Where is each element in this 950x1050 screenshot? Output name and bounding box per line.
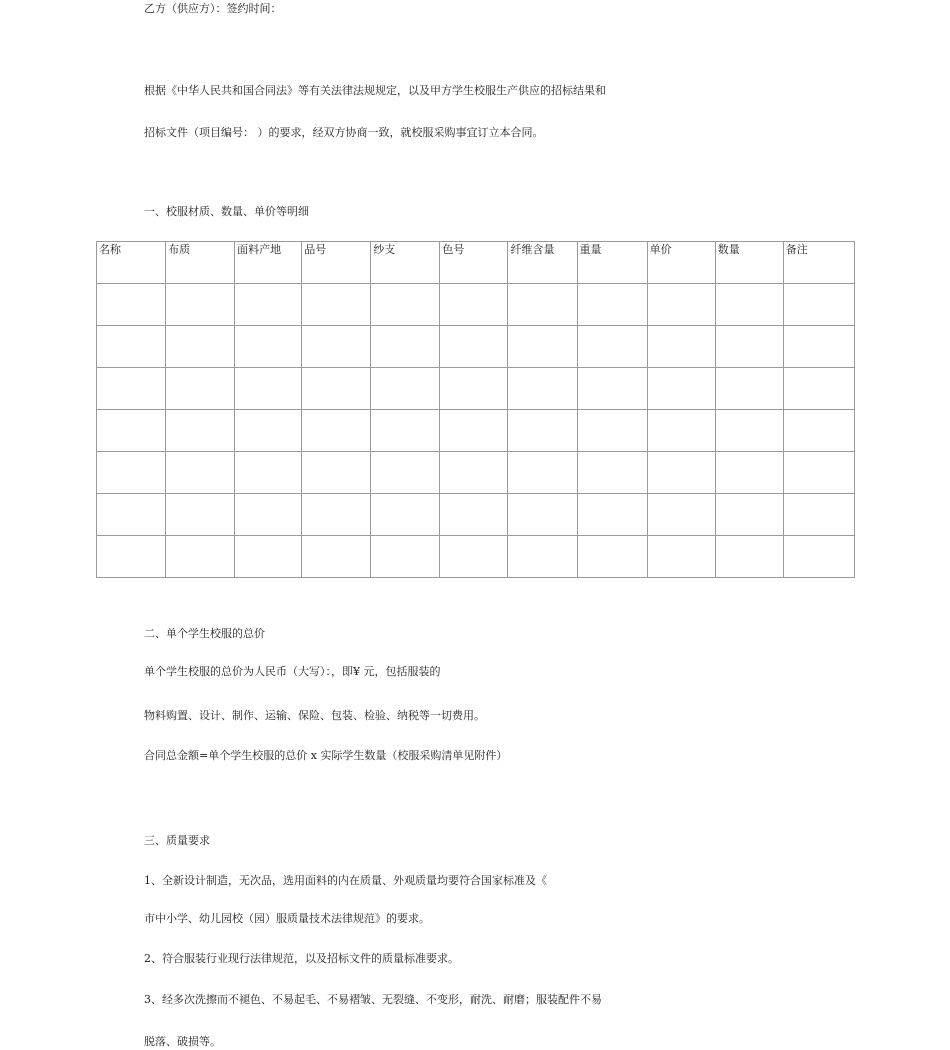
quality-line-3: 2、符合服装行业现行法律规范，以及招标文件的质量标准要求。 (144, 952, 459, 965)
header-weight: 重量 (577, 242, 647, 284)
table-cell (508, 410, 577, 452)
table-cell (508, 536, 577, 578)
header-item-no: 品号 (302, 242, 371, 284)
table-cell (715, 494, 783, 536)
price-line-1: 单个学生校服的总价为人民币（大写）：，即¥ 元，包括服装的 (144, 665, 441, 678)
table-cell (783, 284, 854, 326)
header-color-no: 色号 (440, 242, 508, 284)
table-cell (371, 410, 440, 452)
table-cell (97, 368, 166, 410)
table-row (97, 536, 855, 578)
table-cell (97, 284, 166, 326)
table-cell (166, 326, 235, 368)
table-cell (508, 494, 577, 536)
table-row (97, 326, 855, 368)
table-cell (647, 368, 715, 410)
table-cell (371, 494, 440, 536)
table-cell (302, 452, 371, 494)
table-cell (166, 536, 235, 578)
table-cell (508, 368, 577, 410)
table-row (97, 368, 855, 410)
table-cell (577, 326, 647, 368)
table-cell (235, 536, 302, 578)
intro-line-1: 根据《中华人民共和国合同法》等有关法律法规规定，以及甲方学生校服生产供应的招标结果和 (144, 84, 606, 97)
table-cell (166, 452, 235, 494)
section-1-title: 一、校服材质、数量、单价等明细 (144, 205, 309, 218)
table-cell (97, 536, 166, 578)
spec-table (96, 241, 855, 578)
table-cell (508, 326, 577, 368)
table-cell (715, 536, 783, 578)
table-cell (647, 284, 715, 326)
table-cell (166, 410, 235, 452)
table-cell (783, 326, 854, 368)
intro-line-2: 招标文件（项目编号： ）的要求，经双方协商一致，就校服采购事宜订立本合同。 (144, 126, 544, 139)
table-cell (715, 326, 783, 368)
section-2-title: 二、单个学生校服的总价 (144, 627, 265, 640)
table-cell (302, 494, 371, 536)
table-cell (783, 536, 854, 578)
table-cell (440, 326, 508, 368)
header-fiber-content: 纤维含量 (508, 242, 577, 284)
price-line-2: 物料购置、设计、制作、运输、保险、包装、检验、纳税等一切费用。 (144, 709, 485, 722)
table-cell (440, 536, 508, 578)
table-cell (577, 410, 647, 452)
table-cell (647, 536, 715, 578)
table-row (97, 494, 855, 536)
quality-line-4: 3、经多次洗擦而不褪色、不易起毛、不易褶皱、无裂缝、不变形，耐洗、耐磨；服装配件不易 (144, 993, 602, 1006)
table-cell (647, 410, 715, 452)
table-cell (302, 536, 371, 578)
table-cell (440, 410, 508, 452)
table-cell (783, 410, 854, 452)
table-cell (371, 326, 440, 368)
header-unit-price: 单价 (647, 242, 715, 284)
table-row (97, 410, 855, 452)
table-cell (235, 410, 302, 452)
table-cell (371, 368, 440, 410)
table-cell (371, 284, 440, 326)
table-cell (715, 284, 783, 326)
header-fabric: 布质 (166, 242, 235, 284)
table-cell (302, 326, 371, 368)
supplier-line: 乙方（供应方）：签约时间： (144, 2, 282, 15)
table-cell (166, 368, 235, 410)
price-line-3: 合同总金额=单个学生校服的总价 x 实际学生数量（校服采购清单见附件） (144, 749, 508, 762)
table-cell (577, 368, 647, 410)
table-cell (440, 368, 508, 410)
table-cell (783, 368, 854, 410)
table-cell (647, 326, 715, 368)
table-cell (715, 410, 783, 452)
table-cell (97, 326, 166, 368)
table-cell (440, 494, 508, 536)
header-yarn-count: 纱支 (371, 242, 440, 284)
table-cell (97, 494, 166, 536)
header-origin: 面料产地 (235, 242, 302, 284)
table-cell (166, 494, 235, 536)
table-cell (783, 452, 854, 494)
table-cell (508, 452, 577, 494)
section-3-title: 三、质量要求 (144, 834, 210, 847)
table-cell (302, 410, 371, 452)
table-cell (97, 410, 166, 452)
table-cell (647, 452, 715, 494)
table-row (97, 284, 855, 326)
table-cell (577, 284, 647, 326)
table-cell (166, 284, 235, 326)
table-cell (440, 452, 508, 494)
table-cell (577, 452, 647, 494)
table-cell (577, 494, 647, 536)
quality-line-2: 市中小学、幼儿园校（园）服质量技术法律规范》的要求。 (144, 912, 430, 925)
table-cell (235, 494, 302, 536)
table-cell (715, 452, 783, 494)
table-cell (97, 452, 166, 494)
table-cell (783, 494, 854, 536)
table-cell (302, 284, 371, 326)
table-row (97, 452, 855, 494)
table-cell (508, 284, 577, 326)
table-cell (371, 536, 440, 578)
table-cell (302, 368, 371, 410)
table-cell (715, 368, 783, 410)
table-cell (235, 284, 302, 326)
table-cell (647, 494, 715, 536)
table-cell (577, 536, 647, 578)
quality-line-1: 1、全新设计制造，无次品，选用面料的内在质量、外观质量均要符合国家标准及《 (144, 874, 547, 887)
table-cell (440, 284, 508, 326)
quality-line-5: 脱落、破损等。 (144, 1035, 221, 1048)
table-cell (235, 368, 302, 410)
table-cell (371, 452, 440, 494)
table-header-row (97, 242, 855, 284)
table-cell (235, 452, 302, 494)
header-remarks: 备注 (783, 242, 854, 284)
header-quantity: 数量 (715, 242, 783, 284)
header-name: 名称 (97, 242, 166, 284)
table-cell (235, 326, 302, 368)
